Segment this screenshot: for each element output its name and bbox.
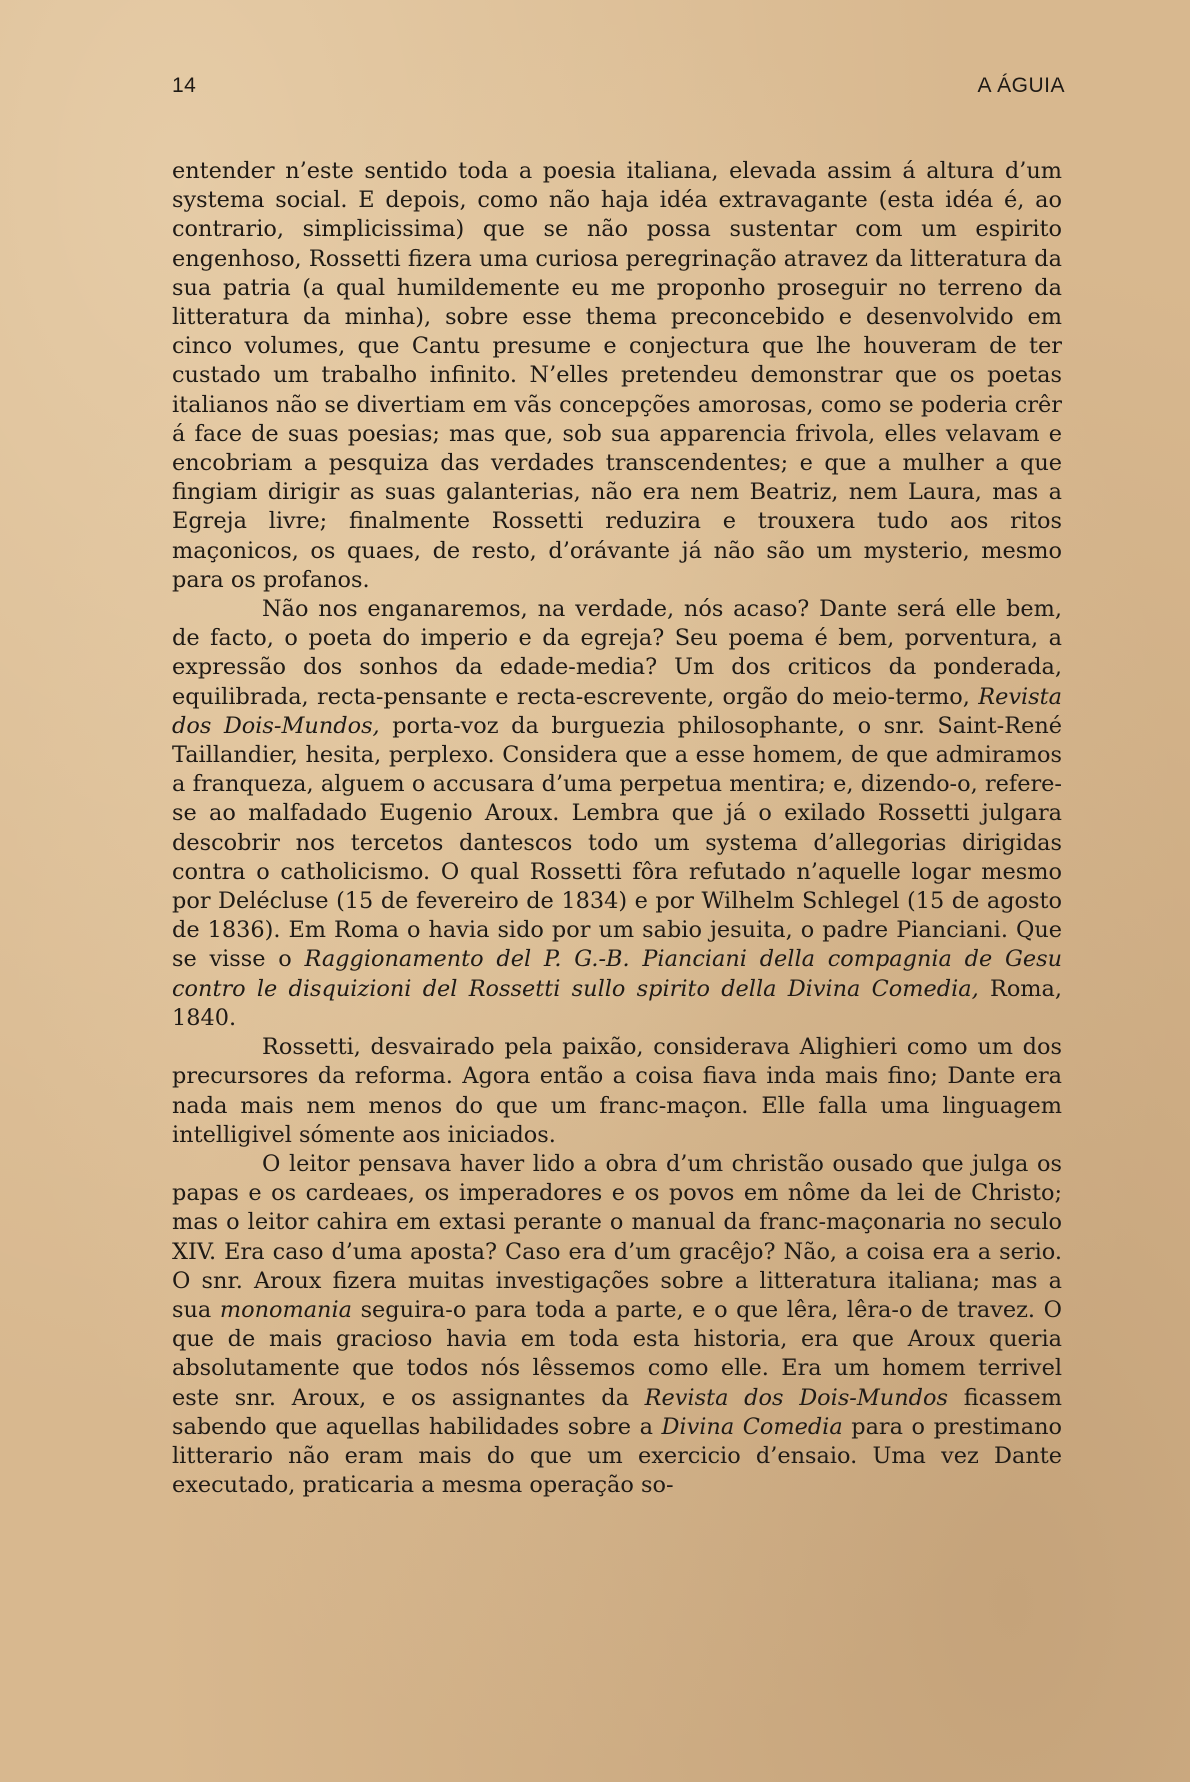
italic-text-run: Raggionamento del P. G.-B. Pianciani della compagnia de Gesu contro le disquizioni del Rossetti sullo spirito della Divina Comedia,: [172, 946, 1063, 1002]
body-text: [172, 157, 1062, 1500]
text-run: Rossetti, desvairado pela paixão, considerava Alighieri como um dos precursores da reforma. Agora então a coisa fiava inda mais fino; Dante era nada mais nem menos do que um franc-maçon. Elle falla uma linguagem intelligivel sómente aos iniciados.: [172, 1034, 1062, 1148]
paragraph: [172, 595, 1062, 1033]
italic-text-run: Divina Comedia: [661, 1413, 843, 1440]
text-run: seguira-o para toda a parte, e o que lêra, lêra-o de travez. O que de mais gracioso havia em toda esta historia, era que Aroux queria absolutamente que todos nós lêssemos como elle. Era um homem terrivel este snr. Aroux, e os assignantes da: [172, 1296, 1062, 1411]
text-run: ficassem sabendo que aquellas habilidades sobre a: [172, 1384, 1062, 1440]
page-number: 14: [172, 74, 197, 97]
running-header: [172, 74, 1065, 104]
text-run: O leitor pensava haver lido a obra d’um christão ousado que julga os papas e os cardeaes, os imperadores e os povos em nôme da lei de Christo; mas o leitor cahira em extasi perante o manual da franc-maçonaria no seculo XIV. Era caso d’uma aposta? Caso era d’um gracêjo? Não, a coisa era a serio. O snr. Aroux fizera muitas investigações sobre a litteratura italiana; mas a sua: [172, 1150, 1062, 1323]
text-run: para o prestimano litterario não eram mais do que um exercicio d’ensaio. Uma vez Dante executado, praticaria a mesma operação so-: [172, 1413, 1062, 1499]
paragraph: [172, 1150, 1062, 1500]
text-run: entender n’este sentido toda a poesia italiana, elevada assim á altura d’um systema social. E depois, como não haja idéa extravagante (esta idéa é, ao contrario, simplicissima) que se não possa sustentar com um espirito engenhoso, Rossetti fizera uma curiosa peregrinação atravez da litteratura da sua patria (a qual humildemente eu me proponho proseguir no terreno da litteratura da minha), sobre esse thema preconcebido e desenvolvido em cinco volumes, que Cantu presume e conjectura que lhe houveram de ter custado um trabalho infinito. N’elles pretendeu demonstrar que os poetas italianos não se divertiam em vãs concepções amorosas, como se poderia crêr á face de suas poesias; mas que, sob sua apparencia frivola, elles velavam e encobriam a pesquiza das verdades transcendentes; e que a mulher a que fingiam dirigir as suas galanterias, não era nem Beatriz, nem Laura, mas a Egreja livre; finalmente Rossetti reduzira e trouxera tudo aos ritos maçonicos, os quaes, de resto, d’orávante já não são um mysterio, mesmo para os profanos.: [172, 158, 1062, 593]
paragraph: [172, 1033, 1062, 1150]
text-run: porta-voz da burguezia philosophante, o snr. Saint-René Taillandier, hesita, perplexo. Considera que a esse homem, de que admiramos a franqueza, alguem o accusara d’uma perpetua mentira; e, dizendo-o, refere-se ao malfadado Eugenio Aroux. Lembra que já o exilado Rossetti julgara descobrir nos tercetos dantescos todo um systema d’allegorias dirigidas contra o catholicismo. O qual Rossetti fôra refutado n’aquelle logar mesmo por Delécluse (15 de fevereiro de 1834) e por Wilhelm Schlegel (15 de agosto de 1836). Em Roma o havia sido por um sabio jesuita, o padre Pianciani. Que se visse o: [172, 712, 1062, 973]
text-run: Não nos enganaremos, na verdade, nós acaso? Dante será elle bem, de facto, o poeta do imperio e da egreja? Seu poema é bem, porventura, a expressão dos sonhos da edade-media? Um dos criticos da ponderada, equilibrada, recta-pensante e recta-escrevente, orgão do meio-termo,: [172, 596, 1062, 710]
italic-text-run: Revista dos Dois-Mundos,: [172, 683, 1062, 739]
paragraph: [172, 157, 1062, 595]
running-title: A ÁGUIA: [977, 74, 1065, 97]
italic-text-run: monomania: [219, 1296, 352, 1323]
text-run: Roma, 1840.: [172, 975, 1063, 1031]
italic-text-run: Revista dos Dois-Mundos: [644, 1384, 948, 1411]
